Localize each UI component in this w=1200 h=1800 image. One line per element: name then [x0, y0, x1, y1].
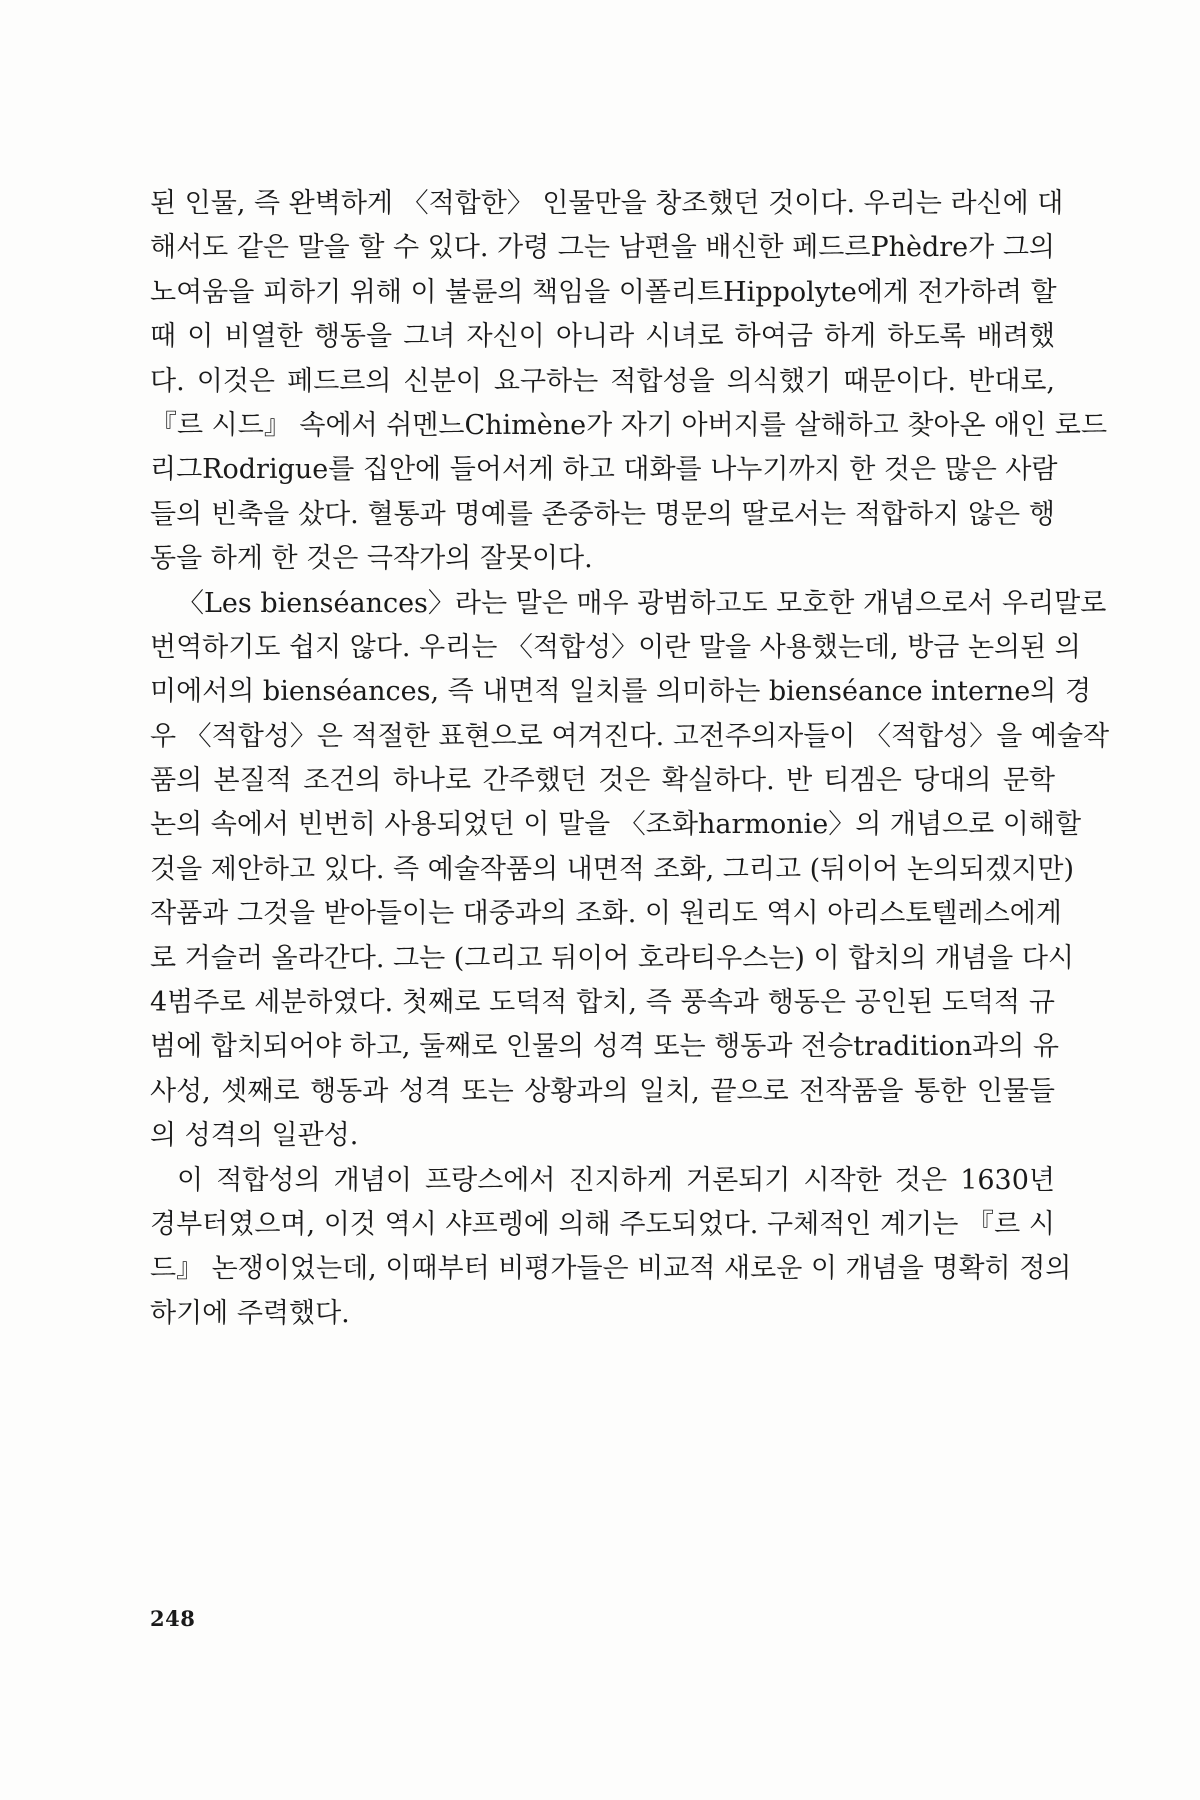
text-line: 이 적합성의 개념이 프랑스에서 진지하게 거론되기 시작한 것은 1630년 — [177, 1164, 1055, 1196]
text-line: 번역하기도 쉽지 않다. 우리는 〈적합성〉이란 말을 사용했는데, 방금 논의된 의 — [150, 631, 1081, 663]
text-line: 우 〈적합성〉은 적절한 표현으로 여겨진다. 고전주의자들이 〈적합성〉을 예술작 — [150, 720, 1110, 752]
text-line: 해서도 같은 말을 할 수 있다. 가령 그는 남편을 배신한 페드르Phèdre가 그의 — [150, 232, 1055, 264]
text-line: 사성, 셋째로 행동과 성격 또는 상황과의 일치, 끝으로 전작품을 통한 인물들 — [150, 1075, 1055, 1107]
text-line: 때 이 비열한 행동을 그녀 자신이 아니라 시녀로 하여금 하게 하도록 배려했 — [150, 321, 1055, 353]
text-line: 다. 이것은 페드르의 신분이 요구하는 적합성을 의식했기 때문이다. 반대로, — [150, 365, 1055, 397]
text-line: 4범주로 세분하였다. 첫째로 도덕적 합치, 즉 풍속과 행동은 공인된 도덕적 규 — [150, 987, 1055, 1019]
text-line: 리그Rodrigue를 집안에 들어서게 하고 대화를 나누기까지 한 것은 많은 사람 — [150, 454, 1058, 486]
text-line: 된 인물, 즉 완벽하게 〈적합한〉 인물만을 창조했던 것이다. 우리는 라신에 대 — [150, 188, 1064, 219]
text-line: 들의 빈축을 샀다. 혈통과 명예를 존중하는 명문의 딸로서는 적합하지 않은 행 — [150, 498, 1055, 530]
text-line: 〈Les bienséances〉라는 말은 매우 광범하고도 모호한 개념으로서 우리말로 — [177, 587, 1107, 619]
text-line: 노여움을 피하기 위해 이 불륜의 책임을 이폴리트Hippolyte에게 전가하려 할 — [150, 276, 1057, 308]
text-line: 범에 합치되어야 하고, 둘째로 인물의 성격 또는 행동과 전승tradition과의 유 — [150, 1031, 1059, 1063]
text-line: 것을 제안하고 있다. 즉 예술작품의 내면적 조화, 그리고 (뒤이어 논의되겠지만) — [150, 853, 1075, 885]
text-line: 경부터였으며, 이것 역시 샤프렝에 의해 주도되었다. 구체적인 계기는 『르 시 — [150, 1208, 1055, 1240]
text-line: 『르 시드』 속에서 쉬멘느Chimène가 자기 아버지를 살해하고 찾아온 애인 로드 — [150, 409, 1108, 441]
body-text — [150, 182, 1110, 1336]
text-line: 하기에 주력했다. — [150, 1297, 350, 1329]
text-line: 미에서의 bienséances, 즉 내면적 일치를 의미하는 bienséance interne의 경 — [150, 676, 1092, 708]
text-line: 드』 논쟁이었는데, 이때부터 비평가들은 비교적 새로운 이 개념을 명확히 정의 — [150, 1253, 1072, 1285]
text-line: 논의 속에서 빈번히 사용되었던 이 말을 〈조화harmonie〉의 개념으로 이해할 — [150, 809, 1082, 841]
text-line: 품의 본질적 조건의 하나로 간주했던 것은 확실하다. 반 티겜은 당대의 문학 — [150, 765, 1055, 797]
text-line: 작품과 그것을 받아들이는 대중과의 조화. 이 원리도 역시 아리스토텔레스에게 — [150, 898, 1062, 930]
page-number: 248 — [150, 1606, 196, 1631]
text-line: 로 거슬러 올라간다. 그는 (그리고 뒤이어 호라티우스는) 이 합치의 개념을 다시 — [150, 942, 1075, 974]
text-line: 동을 하게 한 것은 극작가의 잘못이다. — [150, 543, 593, 575]
text-line: 의 성격의 일관성. — [150, 1120, 359, 1152]
